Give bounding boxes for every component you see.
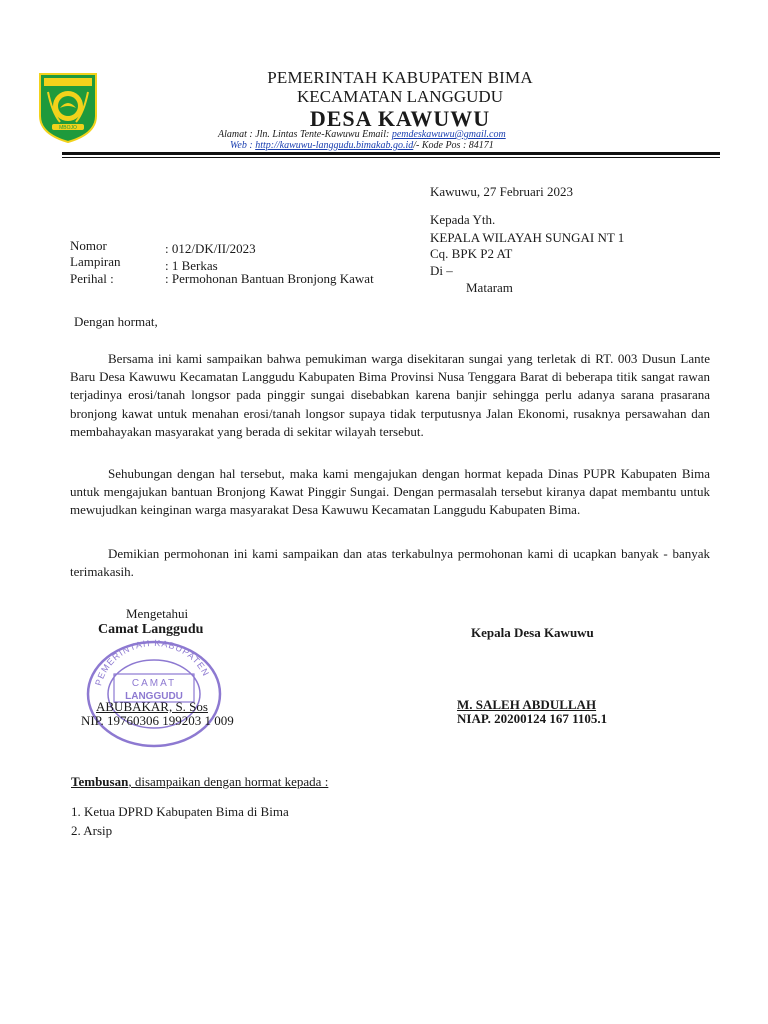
body-paragraph-1: Bersama ini kami sampaikan bahwa pemukiman warga disekitaran sungai yang terletak di RT. 003 Dusun Lante Baru Desa Kawuwu Kecamatan Langgudu Kabupaten Bima Provinsi Nusa Tenggara Barat di beberapa titik sangat rawan terjadinya erosi/tanah longsor pada pinggir sungai disebabkan karena banjir sehingga perlu adanya sarana prasarana bronjong kawat untuk menahan erosi/tanah longsor supaya tidak terputusnya Jalan Ekonomi, rusaknya persawahan dan membahayakan masyarakat yang berada di sekitar wilayah tersebut.	[70, 351, 710, 439]
letterhead-line1: PEMERINTAH KABUPATEN BIMA	[267, 68, 533, 87]
date-line: Kawuwu, 27 Februari 2023	[430, 184, 573, 199]
address-value: Jln. Lintas Tente-Kawuwu Email:	[255, 129, 390, 140]
regency-logo	[38, 72, 98, 144]
sig-left-name: ABUBAKAR, S. Sos	[96, 699, 208, 714]
tembusan-item-1: 1. Ketua DPRD Kabupaten Bima di Bima	[71, 804, 289, 819]
camat-stamp	[84, 636, 224, 748]
address-label: Alamat :	[218, 129, 253, 140]
header-rule-thick	[62, 152, 720, 155]
lampiran-label: Lampiran	[70, 254, 121, 269]
recipient-line1: Kepada Yth.	[430, 212, 496, 227]
stamp-center-top: CAMAT	[131, 678, 177, 689]
sig-left-line1: Mengetahui	[126, 606, 189, 621]
sig-right-name: M. SALEH ABDULLAH	[457, 697, 597, 712]
body-paragraph-3: Demikian permohonan ini kami sampaikan dan atas terkabulnya permohonan kami di ucapkan banyak - banyak terimakasih.	[70, 546, 710, 580]
logo-text: MBOJO	[59, 125, 77, 131]
tembusan-item-2: 2. Arsip	[71, 823, 113, 838]
letterhead-line2: KECAMATAN LANGGUDU	[297, 87, 503, 106]
letterhead-village: DESA KAWUWU	[309, 106, 491, 131]
recipient-line5: Mataram	[466, 280, 513, 295]
postal-code: /- Kode Pos : 84171	[413, 140, 494, 151]
stamp-center-bottom: LANGGUDU	[125, 691, 183, 702]
web-line	[230, 140, 494, 151]
sig-right-title: Kepala Desa Kawuwu	[471, 625, 594, 640]
web-link[interactable]: http://kawuwu-langgudu.bimakab.go.id	[255, 140, 414, 151]
sig-left-title: Camat Langgudu	[98, 622, 204, 637]
header-rule-thin	[62, 157, 720, 158]
sig-left-nip: NIP. 19760306 199203 1 009	[81, 713, 234, 728]
greeting: Dengan hormat,	[74, 314, 158, 329]
nomor-value: : 012/DK/II/2023	[165, 241, 256, 256]
tembusan-label: Tembusan	[71, 774, 129, 789]
tembusan-line	[71, 774, 328, 790]
email-link[interactable]: pemdeskawuwu@gmail.com	[391, 129, 506, 140]
web-label: Web :	[230, 140, 253, 151]
stamp-ring-text: PEMERINTAH KABUPATEN	[93, 637, 212, 687]
perihal-value: : Permohonan Bantuan Bronjong Kawat	[165, 271, 374, 286]
recipient-line2: KEPALA WILAYAH SUNGAI NT 1	[430, 230, 625, 245]
perihal-label: Perihal :	[70, 271, 114, 286]
address-line	[218, 129, 506, 140]
tembusan-intro: , disampaikan dengan hormat kepada :	[128, 774, 329, 789]
recipient-line4: Di –	[430, 263, 453, 278]
body-paragraph-2: Sehubungan dengan hal tersebut, maka kami mengajukan dengan hormat kepada Dinas PUPR Kabupaten Bima untuk mengajukan bantuan Bronjong Kawat Pinggir Sungai. Dengan permasalah tersebut kiranya dapat membantu untuk mewujudkan keinginan warga masyarakat Desa Kawuwu Kecamatan Langgudu Kabupaten Bima.	[70, 466, 710, 518]
recipient-line3: Cq. BPK P2 AT	[430, 246, 513, 261]
sig-right-niap: NIAP. 20200124 167 1105.1	[457, 711, 608, 726]
lampiran-value: : 1 Berkas	[165, 258, 218, 273]
nomor-label: Nomor	[70, 238, 107, 253]
